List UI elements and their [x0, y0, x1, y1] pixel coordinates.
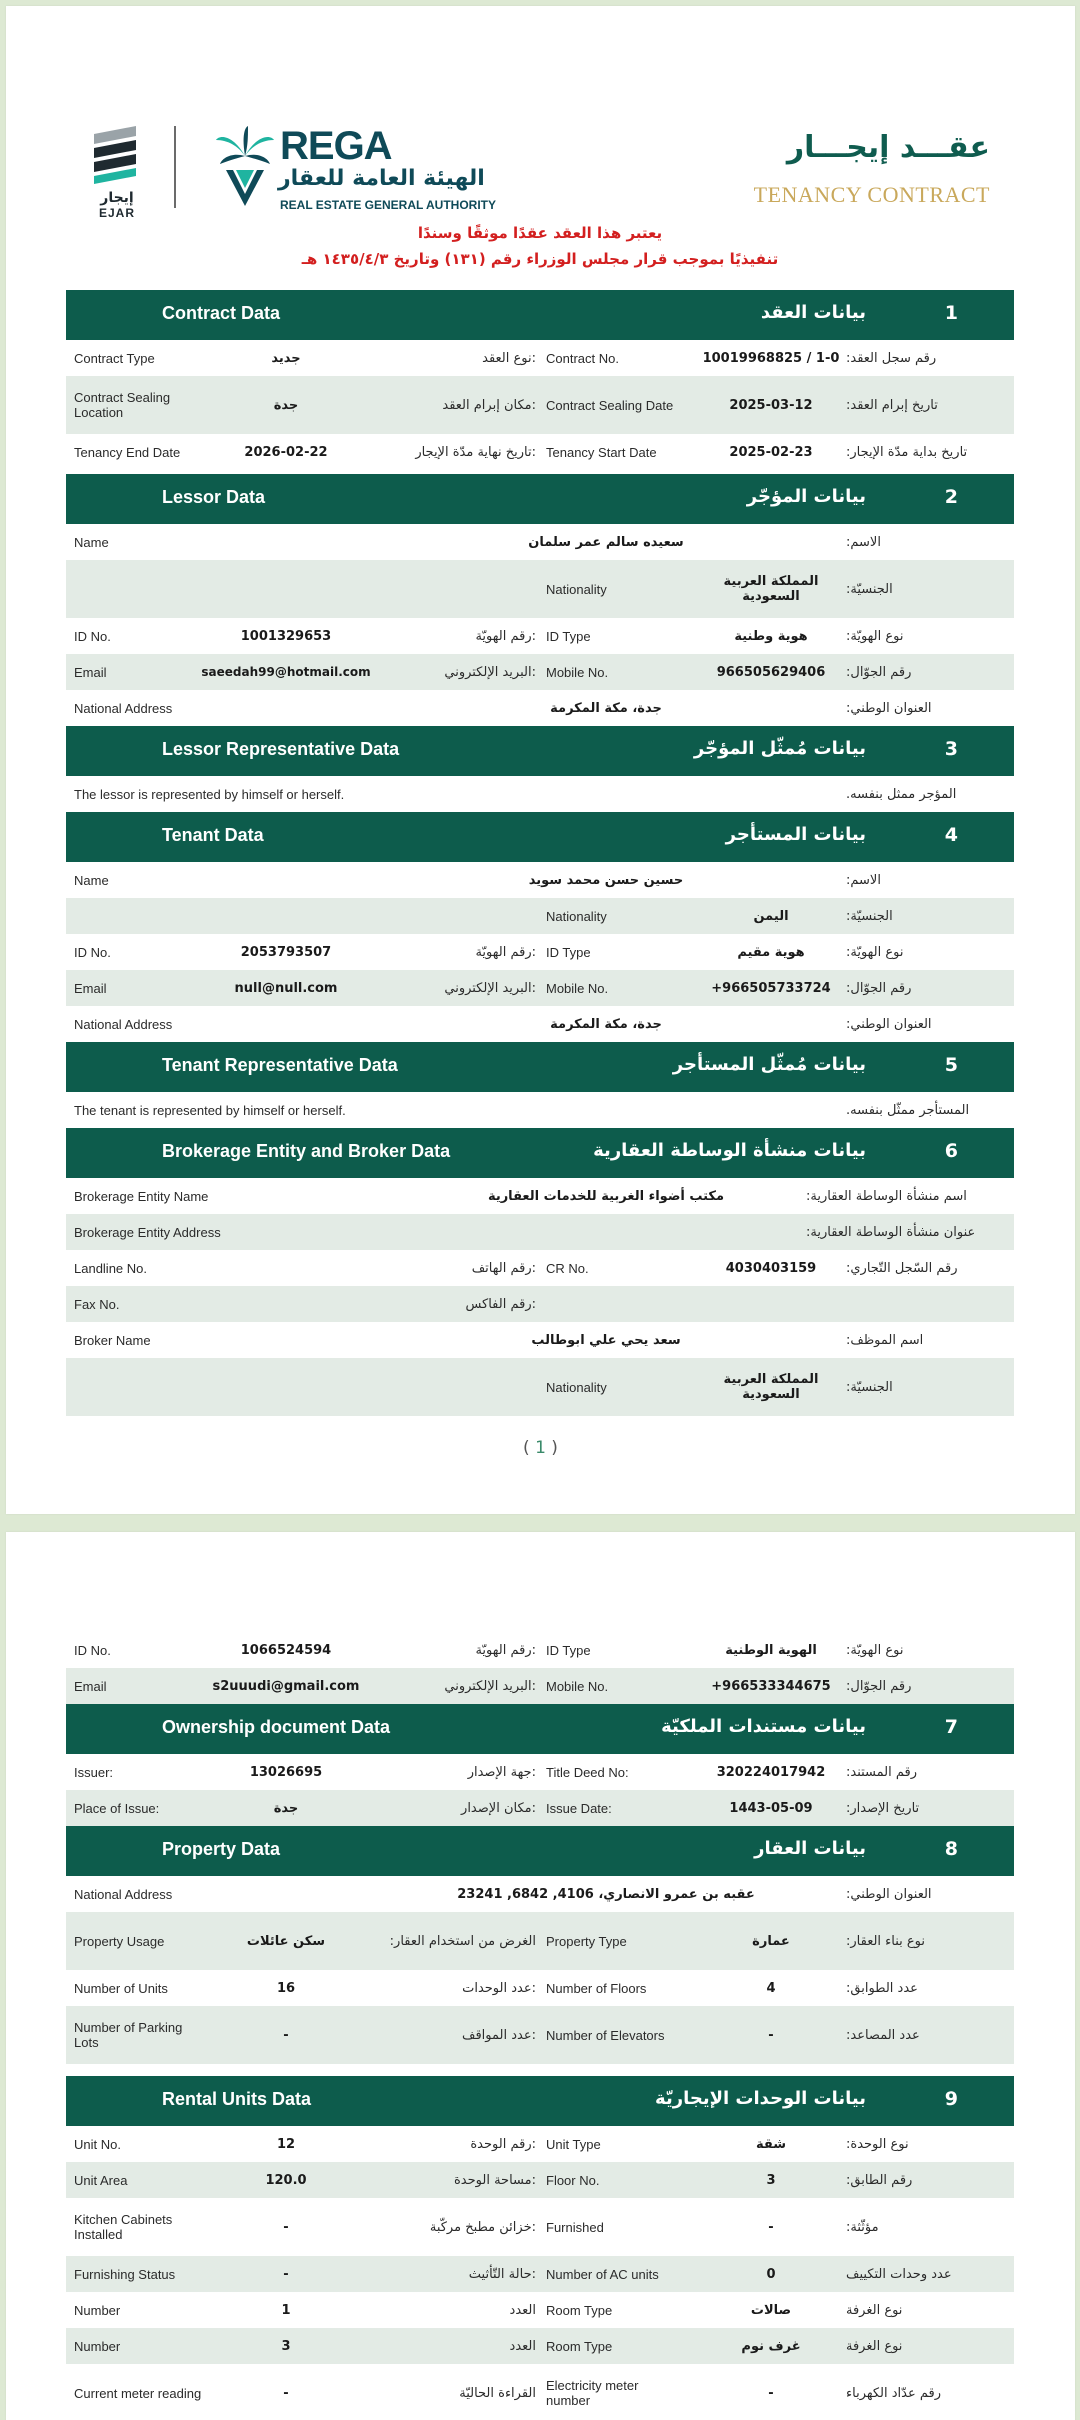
field-value: - — [283, 2266, 289, 2282]
field-value: - — [283, 2385, 289, 2401]
table-row — [66, 2162, 1014, 2198]
field-value: - — [768, 2385, 774, 2401]
field-label-ar: مساحة الوحدة: — [453, 2172, 536, 2188]
rega-english-name: REAL ESTATE GENERAL AUTHORITY — [280, 198, 497, 212]
section-title-ar: بيانات المستأجر — [725, 824, 866, 845]
table-row — [66, 1286, 1014, 1322]
table-row — [66, 1092, 1014, 1128]
field-label-ar: العنوان الوطني: — [846, 700, 932, 716]
field-label-ar: رقم الوحدة: — [470, 2136, 536, 2152]
table-row — [66, 560, 1014, 618]
field-value: جدة، مكة المكرمة — [550, 1016, 662, 1032]
field-label-ar: الجنسيّة: — [846, 1379, 893, 1395]
section-title-en: Lessor Representative Data — [162, 739, 400, 759]
field-label-ar: الجنسيّة: — [846, 581, 893, 597]
field-label-ar: رقم الهويّة: — [475, 944, 536, 960]
field-value: s2uuudi@gmail.com — [212, 1678, 360, 1694]
table-row — [66, 2006, 1014, 2064]
rega-logo — [214, 124, 504, 214]
field-value: 16 — [276, 1980, 296, 1996]
table-row — [66, 1790, 1014, 1826]
field-label-ar: نوع الهويّة: — [846, 944, 904, 960]
field-label-ar: نوع الهويّة: — [846, 1642, 904, 1658]
section-header-ownership — [66, 1704, 1014, 1754]
field-label-en: National Address — [74, 1886, 173, 1902]
section-title-ar: بيانات مُمثّل المستأجر — [672, 1054, 866, 1075]
field-value: المملكة العربية السعودية — [723, 574, 819, 604]
field-value: - — [768, 2027, 774, 2043]
table-row — [66, 654, 1014, 690]
field-label-ar: تاريخ إبرام العقد: — [846, 397, 938, 413]
field-label-en: Furnishing Status — [74, 2266, 176, 2282]
field-label-en: National Address — [74, 700, 173, 716]
field-value: اليمن — [753, 908, 789, 924]
logo-divider — [174, 126, 176, 208]
section-number: 7 — [944, 1716, 958, 1738]
section-title-ar: بيانات العقار — [754, 1838, 866, 1859]
field-label-en: Mobile No. — [546, 980, 609, 996]
field-label-ar: عدد المصاعد: — [846, 2027, 920, 2043]
field-label-en: Email — [74, 980, 107, 996]
field-label-en: ID No. — [74, 944, 111, 960]
field-label-en: Unit Area — [74, 2172, 128, 2188]
table-row — [66, 2292, 1014, 2328]
field-label-en: Unit No. — [74, 2136, 121, 2152]
field-label-ar: الجنسيّة: — [846, 908, 893, 924]
field-label-ar: عنوان منشأة الوساطة العقارية: — [806, 1224, 976, 1240]
field-label-en: ID Type — [546, 628, 591, 644]
field-label-en: CR No. — [546, 1260, 589, 1276]
field-label-en: National Address — [74, 1016, 173, 1032]
section-header-contract — [66, 290, 1014, 340]
field-label-ar: رقم سجل العقد: — [846, 350, 937, 366]
field-value: عقبه بن عمرو الانصاري، 4106, 6842, 23241 — [457, 1886, 755, 1902]
field-label-ar: رقم السّجل التّجاري: — [846, 1260, 958, 1276]
field-label-en: Nationality — [546, 1379, 607, 1395]
table-row — [66, 2364, 1014, 2420]
field-label-ar: عدد الطوابق: — [846, 1980, 918, 1996]
section-header-lessor — [66, 474, 1014, 524]
table-row — [66, 898, 1014, 934]
field-label-ar: رقم الجوّال: — [846, 980, 912, 996]
field-label-ar: رقم الهويّة: — [475, 1642, 536, 1658]
field-label-ar: مكان إبرام العقد: — [442, 397, 536, 413]
section-header-rental-units — [66, 2076, 1014, 2126]
field-label-en: Fax No. — [74, 1296, 120, 1312]
field-label-en: Number of AC units — [546, 2266, 659, 2282]
field-label-ar: نوع الوحدة: — [846, 2136, 909, 2152]
field-value: سكن عائلات — [246, 1933, 326, 1949]
field-label-en: Property Type — [546, 1933, 627, 1949]
table-row — [66, 2328, 1014, 2364]
ejar-logo — [90, 126, 144, 220]
table-row — [66, 1250, 1014, 1286]
field-label-ar: رقم الهويّة: — [475, 628, 536, 644]
field-label-en: Tenancy End Date — [74, 444, 181, 460]
field-value: - — [283, 2027, 289, 2043]
field-label-ar: البريد الإلكتروني: — [444, 664, 536, 680]
field-label-en: Contract Sealing Date — [546, 397, 674, 413]
table-row — [66, 2256, 1014, 2292]
section-header-brokerage — [66, 1128, 1014, 1178]
table-row — [66, 862, 1014, 898]
field-label-ar: نوع الغرفة — [846, 2338, 903, 2354]
representation-note-en: The tenant is represented by himself or herself. — [74, 1102, 346, 1118]
field-value: 2026-02-22 — [244, 444, 328, 460]
ejar-stripes-icon — [90, 126, 144, 186]
field-label-ar: خزائن مطبخ مركّبة: — [429, 2219, 536, 2235]
section-title-en: Contract Data — [162, 303, 281, 323]
field-label-en: ID No. — [74, 1642, 111, 1658]
field-label-en: Issuer: — [74, 1764, 114, 1780]
field-label-en: Number of Parking Lots — [74, 2020, 183, 2050]
table-row — [66, 1214, 1014, 1250]
section-number: 2 — [944, 486, 958, 508]
field-label-en: Kitchen Cabinets Installed — [74, 2212, 173, 2242]
field-label-ar: الاسم: — [846, 872, 881, 888]
field-label-ar: الغرض من استخدام العقار: — [389, 1933, 536, 1949]
field-value: سعد يحي علي ابوطالب — [531, 1332, 681, 1348]
field-label-ar: عدد الوحدات: — [462, 1980, 536, 1996]
field-label-en: Number — [74, 2302, 121, 2318]
field-label-ar: نوع بناء العقار: — [846, 1933, 926, 1949]
field-label-en: Number of Units — [74, 1980, 168, 1996]
field-value: عمارة — [752, 1933, 790, 1949]
field-value: 120.0 — [265, 2172, 307, 2188]
field-value: 12 — [276, 2136, 296, 2152]
field-value: جدة — [273, 1800, 299, 1816]
field-value: 2053793507 — [240, 944, 332, 960]
table-row — [66, 376, 1014, 434]
field-label-ar: البريد الإلكتروني: — [444, 1678, 536, 1694]
field-value: جدة، مكة المكرمة — [550, 700, 662, 716]
field-label-en: Brokerage Entity Address — [74, 1224, 221, 1240]
field-label-ar: رقم الطابق: — [846, 2172, 913, 2188]
section-title-en: Property Data — [162, 1839, 281, 1859]
table-row — [66, 1358, 1014, 1416]
section-title-ar: بيانات الوحدات الإيجاريّة — [655, 2088, 866, 2109]
section-title-ar: بيانات العقد — [760, 302, 866, 323]
field-value: - — [283, 2219, 289, 2235]
field-value: 3 — [766, 2172, 776, 2188]
palm-icon — [214, 126, 276, 208]
field-label-en: Issue Date: — [546, 1800, 612, 1816]
field-label-en: Room Type — [546, 2338, 613, 2354]
field-label-en: Number of Floors — [546, 1980, 647, 1996]
field-label-ar: رقم المستند: — [846, 1764, 918, 1780]
field-value: مكتب أضواء الغربية للخدمات العقارية — [487, 1188, 725, 1204]
field-value: 10019968825 / 1-0 — [702, 350, 840, 366]
table-row — [66, 1006, 1014, 1042]
field-label-ar: جهة الإصدار: — [467, 1764, 536, 1780]
field-label-ar: رقم الفاكس: — [465, 1296, 536, 1312]
field-label-ar: العدد — [509, 2338, 536, 2354]
field-value: 13026695 — [249, 1764, 323, 1780]
field-value: هوية مقيم — [737, 944, 805, 960]
section-number: 1 — [944, 302, 958, 324]
field-label-en: Furnished — [546, 2219, 604, 2235]
field-label-ar: رقم الجوّال: — [846, 664, 912, 680]
section-number: 5 — [944, 1054, 958, 1076]
field-label-en: ID Type — [546, 1642, 591, 1658]
field-value: 4030403159 — [725, 1260, 817, 1276]
field-value: شقة — [755, 2136, 787, 2152]
field-value: 1001329653 — [240, 628, 332, 644]
table-row — [66, 1876, 1014, 1912]
section-number: 8 — [944, 1838, 958, 1860]
table-row — [66, 690, 1014, 726]
table-row — [66, 2126, 1014, 2162]
table-row — [66, 1912, 1014, 1970]
field-label-ar: نوع العقد: — [482, 350, 536, 366]
table-row — [66, 1632, 1014, 1668]
table-row — [66, 1754, 1014, 1790]
field-label-en: Email — [74, 664, 107, 680]
rega-wordmark: REGA — [280, 124, 392, 168]
page-number: ( 1 ) — [523, 1438, 558, 1458]
field-value: +966505733724 — [711, 980, 831, 996]
field-label-en: Current meter reading — [74, 2385, 202, 2401]
field-value: 2025-03-12 — [729, 397, 813, 413]
rega-arabic-name: الهيئة العامة للعقار — [278, 166, 485, 191]
field-label-ar: تاريخ نهاية مدّة الإيجار: — [415, 444, 536, 460]
field-label-en: ID Type — [546, 944, 591, 960]
section-title-ar: بيانات المؤجّر — [746, 486, 866, 507]
field-label-en: Mobile No. — [546, 664, 609, 680]
section-number: 3 — [944, 738, 958, 760]
field-label-ar: عدد وحدات التكييف — [846, 2266, 952, 2282]
table-row — [66, 1178, 1014, 1214]
field-label-ar: البريد الإلكتروني: — [444, 980, 536, 996]
field-label-en: Place of Issue: — [74, 1800, 160, 1816]
page-number-value: 1 — [535, 1438, 546, 1458]
field-label-en: Nationality — [546, 581, 607, 597]
field-value: 3 — [281, 2338, 291, 2354]
field-value: سعيده سالم عمر سلمان — [528, 534, 684, 550]
field-label-ar: نوع الغرفة — [846, 2302, 903, 2318]
field-label-ar: مؤثّثة: — [846, 2219, 879, 2235]
field-label-ar: العنوان الوطني: — [846, 1016, 932, 1032]
field-value: الهوية الوطنية — [725, 1642, 817, 1658]
section-title-en: Tenant Representative Data — [162, 1055, 398, 1075]
field-label-en: Contract Sealing Location — [74, 390, 171, 420]
section-title-en: Tenant Data — [162, 825, 264, 845]
section-number: 4 — [944, 824, 958, 846]
field-label-en: Floor No. — [546, 2172, 600, 2188]
section-header-tenant-representative — [66, 1042, 1014, 1092]
field-value: 4 — [766, 1980, 776, 1996]
title-english: TENANCY CONTRACT — [753, 182, 990, 207]
field-value: جديد — [271, 350, 301, 366]
table-row — [66, 434, 1014, 470]
field-label-ar: رقم الجوّال: — [846, 1678, 912, 1694]
field-value: 966505629406 — [716, 664, 826, 680]
field-label-ar: اسم منشأة الوساطة العقارية: — [806, 1188, 967, 1204]
field-value: 1443-05-09 — [729, 1800, 813, 1816]
field-label-en: Number — [74, 2338, 121, 2354]
field-label-ar: اسم الموظف: — [846, 1332, 924, 1348]
contract-page-2 — [6, 1532, 1075, 2420]
section-title-en: Ownership document Data — [162, 1717, 391, 1737]
representation-note-ar: المستأجر ممثّل بنفسه. — [846, 1102, 970, 1118]
field-label-en: Electricity meter number — [546, 2378, 639, 2408]
field-label-en: Number of Elevators — [546, 2027, 665, 2043]
field-value: هوية وطنية — [734, 628, 808, 644]
section-header-lessor-representative — [66, 726, 1014, 776]
field-value: 0 — [766, 2266, 776, 2282]
field-value: غرف نوم — [741, 2338, 801, 2354]
table-row — [66, 934, 1014, 970]
field-label-ar: مكان الإصدار: — [461, 1800, 536, 1816]
field-label-en: Email — [74, 1678, 107, 1694]
field-label-ar: عدد المواقف: — [462, 2027, 536, 2043]
field-label-en: Room Type — [546, 2302, 613, 2318]
field-value: 2025-02-23 — [729, 444, 813, 460]
legal-notice-line-1: يعتبر هذا العقد عقدًا موثقًا وسندًا — [417, 224, 663, 242]
field-value: null@null.com — [234, 980, 338, 996]
representation-note-ar: المؤجر ممثل بنفسه. — [846, 786, 957, 802]
section-header-tenant — [66, 812, 1014, 862]
ejar-ar-text: إيجار — [100, 190, 134, 206]
field-value: +966533344675 — [711, 1678, 831, 1694]
field-label-ar: حالة التّأثيث: — [468, 2266, 536, 2282]
field-label-en: Title Deed No: — [546, 1764, 629, 1780]
section-number: 9 — [944, 2088, 958, 2110]
table-row — [66, 970, 1014, 1006]
field-label-en: Mobile No. — [546, 1678, 609, 1694]
contract-page-1 — [6, 6, 1075, 1514]
section-number: 6 — [944, 1140, 958, 1162]
table-row — [66, 340, 1014, 376]
field-label-ar: رقم عدّاد الكهرباء — [846, 2385, 941, 2401]
field-value: جدة — [273, 397, 299, 413]
section-title-ar: بيانات منشأة الوساطة العقارية — [593, 1140, 866, 1161]
field-value: saeedah99@hotmail.com — [201, 665, 371, 679]
field-value: 1066524594 — [240, 1642, 332, 1658]
table-row — [66, 1970, 1014, 2006]
field-label-en: Nationality — [546, 908, 607, 924]
field-value: 320224017942 — [716, 1764, 826, 1780]
field-label-en: Tenancy Start Date — [546, 444, 657, 460]
field-label-en: Contract No. — [546, 350, 619, 366]
section-title-ar: بيانات مستندات الملكيّة — [661, 1716, 866, 1737]
field-label-ar: نوع الهويّة: — [846, 628, 904, 644]
field-label-en: Contract Type — [74, 350, 155, 366]
field-value: صالات — [750, 2302, 792, 2318]
field-label-ar: تاريخ بداية مدّة الإيجار: — [846, 444, 968, 460]
table-row — [66, 618, 1014, 654]
section-title-en: Rental Units Data — [162, 2089, 312, 2109]
field-label-en: Broker Name — [74, 1332, 151, 1348]
field-label-ar: الاسم: — [846, 534, 881, 550]
table-row — [66, 776, 1014, 812]
field-label-ar: العدد — [509, 2302, 536, 2318]
field-label-ar: العنوان الوطني: — [846, 1886, 932, 1902]
field-label-ar: رقم الهاتف: — [471, 1260, 536, 1276]
table-row — [66, 524, 1014, 560]
field-value: - — [768, 2219, 774, 2235]
field-label-en: Name — [74, 872, 109, 888]
section-header-property — [66, 1826, 1014, 1876]
legal-notice-line-2: تنفيذيًا بموجب قرار مجلس الوزراء رقم (١٣١) وتاريخ ١٤٣٥/٤/٣ هـ — [301, 250, 779, 268]
table-row — [66, 2198, 1014, 2256]
field-label-ar: القراءة الحاليّة — [459, 2385, 536, 2401]
field-value: المملكة العربية السعودية — [723, 1372, 819, 1402]
section-title-ar: بيانات مُمثّل المؤجّر — [693, 738, 866, 759]
field-label-ar: تاريخ الإصدار: — [846, 1800, 920, 1816]
document-header — [66, 106, 1014, 296]
section-title-en: Brokerage Entity and Broker Data — [162, 1141, 451, 1161]
ejar-en-text: EJAR — [98, 206, 135, 220]
field-value: 1 — [281, 2302, 291, 2318]
field-label-en: Unit Type — [546, 2136, 601, 2152]
field-value: حسين حسن محمد سويد — [528, 872, 684, 888]
field-label-en: Brokerage Entity Name — [74, 1188, 209, 1204]
table-row — [66, 1322, 1014, 1358]
table-row — [66, 1668, 1014, 1704]
section-title-en: Lessor Data — [162, 487, 266, 507]
representation-note-en: The lessor is represented by himself or herself. — [74, 786, 345, 802]
field-label-en: Name — [74, 534, 109, 550]
title-arabic: عقـــد إيجـــار — [786, 130, 990, 165]
field-label-en: Property Usage — [74, 1933, 165, 1949]
field-label-en: Landline No. — [74, 1260, 147, 1276]
field-label-en: ID No. — [74, 628, 111, 644]
